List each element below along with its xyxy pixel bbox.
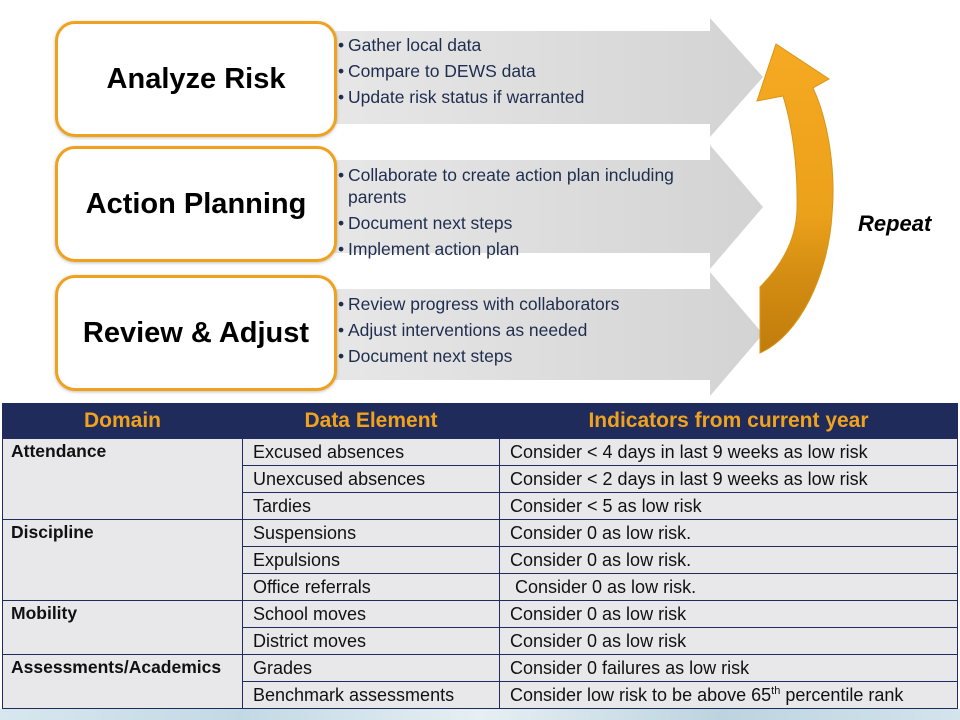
table-head [3, 404, 958, 439]
data-element-cell: District moves [243, 628, 500, 655]
table-row [3, 601, 958, 628]
step-bullets-action-planning [338, 164, 708, 264]
table-header-row [3, 404, 958, 439]
step-title: Analyze Risk [106, 62, 286, 95]
indicator-cell: Consider 0 as low risk [500, 601, 958, 628]
bullet-dot: • [338, 346, 345, 366]
bullet-dot: • [338, 61, 345, 81]
step-bullets-review-adjust [338, 293, 708, 371]
data-element-cell: Expulsions [243, 547, 500, 574]
data-element-cell: Benchmark assessments [243, 682, 500, 709]
table-row [3, 520, 958, 547]
bullet-dot: • [338, 87, 345, 107]
step-box-analyze-risk [55, 21, 337, 137]
domain-cell: Mobility [3, 601, 243, 655]
bullet-text: Collaborate to create action plan including parents [348, 165, 674, 207]
bullet-item [338, 164, 708, 208]
data-element-cell: School moves [243, 601, 500, 628]
indicator-cell: Consider < 2 days in last 9 weeks as low risk [500, 466, 958, 493]
indicator-cell: Consider < 4 days in last 9 weeks as low risk [500, 439, 958, 466]
step-bullets-analyze-risk [338, 34, 708, 112]
domain-cell: Discipline [3, 520, 243, 601]
bullet-text: Adjust interventions as needed [348, 320, 588, 340]
step-title: Action Planning [85, 187, 307, 220]
data-element-cell: Suspensions [243, 520, 500, 547]
bullet-text: Review progress with collaborators [348, 294, 620, 314]
data-element-cell: Excused absences [243, 439, 500, 466]
bullet-dot: • [338, 213, 345, 233]
indicator-text-end: percentile rank [780, 685, 904, 705]
table-row [3, 439, 958, 466]
step-box-review-adjust [55, 275, 337, 391]
bullet-item [338, 86, 708, 108]
bullet-text: Compare to DEWS data [348, 61, 536, 81]
ordinal-suffix: th [771, 685, 781, 697]
indicator-cell: Consider < 5 as low risk [500, 493, 958, 520]
step-title: Review & Adjust [82, 316, 310, 349]
bullet-dot: • [338, 165, 345, 185]
bullet-dot: • [338, 320, 345, 340]
indicator-cell: Consider 0 as low risk. [500, 520, 958, 547]
indicator-cell: Consider 0 as low risk. [500, 574, 958, 601]
bullet-item [338, 319, 708, 341]
header-indicators: Indicators from current year [500, 404, 958, 439]
domain-cell: Attendance [3, 439, 243, 520]
header-domain: Domain [3, 404, 243, 439]
step-box-action-planning [55, 146, 337, 262]
indicator-cell: Consider 0 as low risk [500, 628, 958, 655]
bullet-text: Document next steps [348, 213, 513, 233]
data-element-cell: Unexcused absences [243, 466, 500, 493]
bullet-item [338, 345, 708, 367]
bullet-text: Update risk status if warranted [348, 87, 585, 107]
table-row [3, 655, 958, 682]
bullet-dot: • [338, 239, 345, 259]
bullet-item [338, 34, 708, 56]
table-body [3, 439, 958, 709]
indicator-cell: Consider 0 as low risk. [500, 547, 958, 574]
bullet-item [338, 60, 708, 82]
data-element-cell: Tardies [243, 493, 500, 520]
domain-cell: Assessments/Academics [3, 655, 243, 709]
indicator-cell [500, 682, 958, 709]
bullet-text: Document next steps [348, 346, 513, 366]
data-element-cell: Office referrals [243, 574, 500, 601]
risk-indicators-table [2, 403, 958, 709]
repeat-curved-arrow-icon [757, 44, 833, 353]
bullet-item [338, 238, 708, 260]
bullet-item [338, 212, 708, 234]
bullet-dot: • [338, 294, 345, 314]
indicator-cell: Consider 0 failures as low risk [500, 655, 958, 682]
bullet-text: Implement action plan [348, 239, 520, 259]
repeat-label: Repeat [858, 211, 932, 236]
footer-band [0, 709, 960, 720]
bullet-dot: • [338, 35, 345, 55]
bullet-item [338, 293, 708, 315]
data-element-cell: Grades [243, 655, 500, 682]
header-data-element: Data Element [243, 404, 500, 439]
indicator-text: Consider low risk to be above 65 [510, 685, 772, 705]
bullet-text: Gather local data [348, 35, 482, 55]
